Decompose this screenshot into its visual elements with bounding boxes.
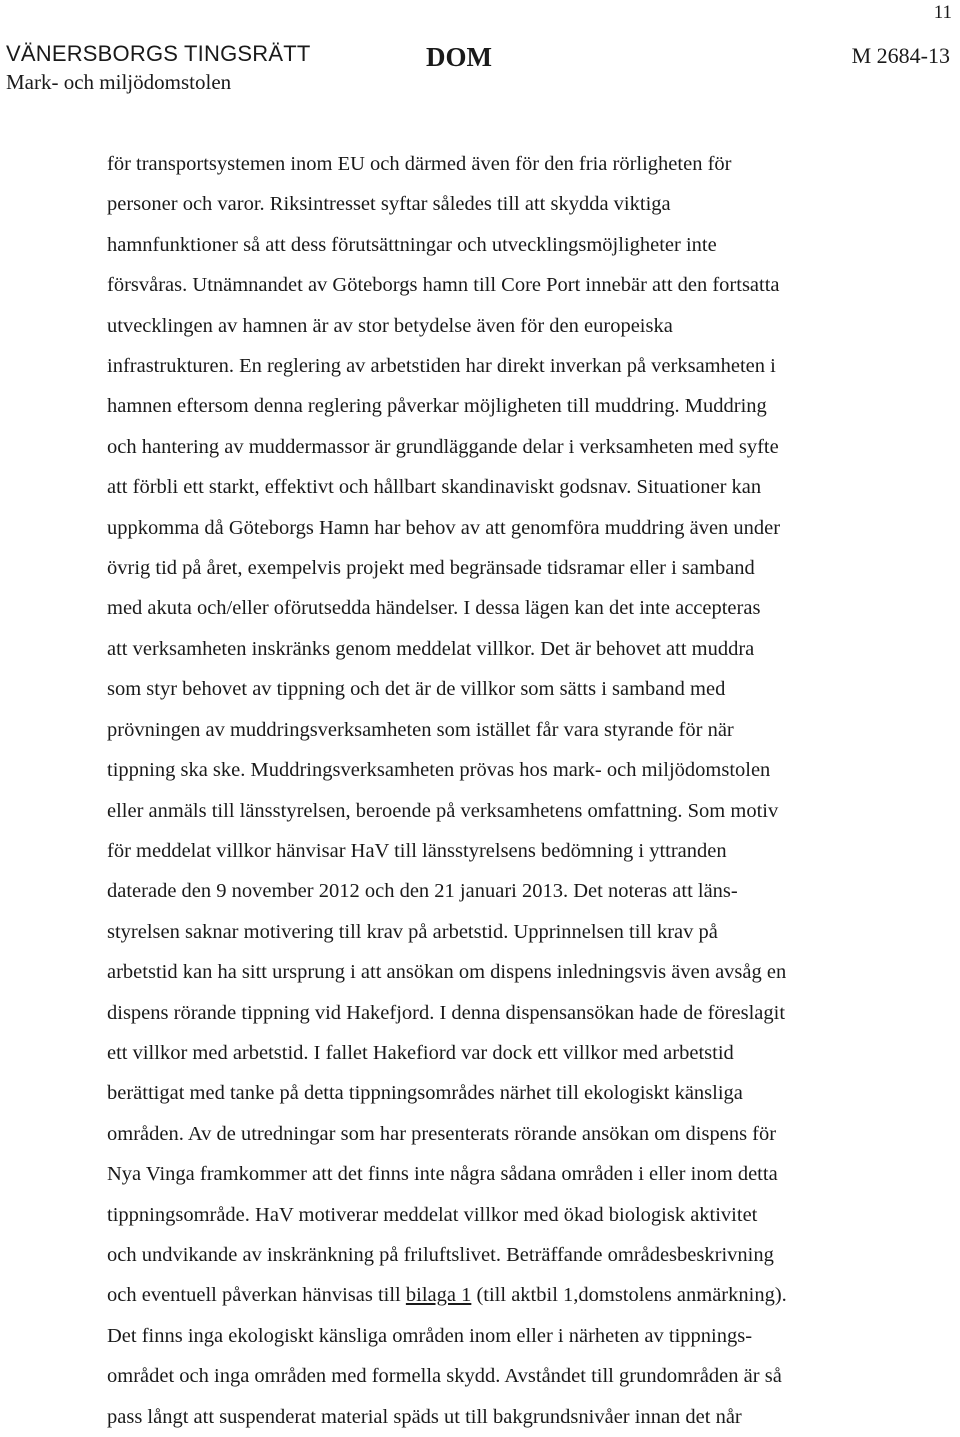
text-line: områden. Av de utredningar som har presenterats rörande ansökan om dispens för (107, 1122, 777, 1145)
text-line: styrelsen saknar motivering till krav på arbetstid. Upprinnelsen till krav på (107, 920, 718, 943)
text-line: arbetstid kan ha sitt ursprung i att ansökan om dispens inledningsvis även avsåg en (107, 961, 787, 984)
text-line: tippningsområde. HaV motiverar meddelat villkor med ökad biologisk aktivitet (107, 1203, 758, 1226)
text-line: hamnfunktioner så att dess förutsättningar och utvecklingsmöjligheter inte (107, 233, 717, 256)
page-number: 11 (933, 2, 952, 23)
text-line: eller anmäls till länsstyrelsen, beroende på verksamhetens omfattning. Som motiv (107, 799, 779, 822)
text-line: tippning ska ske. Muddringsverksamheten prövas hos mark- och miljödomstolen (107, 759, 771, 782)
text-line: att förbli ett starkt, effektivt och hållbart skandinaviskt godsnav. Situationer kan (107, 476, 762, 499)
text-line: för meddelat villkor hänvisar HaV till länsstyrelsens bedömning i yttranden (107, 839, 727, 862)
text-line: Det finns inga ekologiskt känsliga områden inom eller i närheten av tippnings- (107, 1324, 753, 1347)
appendix-reference-link[interactable]: bilaga 1 (405, 1284, 472, 1307)
text-line: hamnen eftersom denna reglering påverkar möjligheten till muddring. Muddring (107, 395, 767, 418)
case-number: M 2684-13 (851, 43, 950, 68)
text-line: daterade den 9 november 2012 och den 21 januari 2013. Det noteras att läns- (107, 880, 738, 903)
document-body (107, 144, 897, 1437)
court-name: VÄNERSBORGS TINGSRÄTT (6, 41, 311, 66)
text-line: uppkomma då Göteborgs Hamn har behov av att genomföra muddring även under (107, 516, 781, 539)
text-line: övrig tid på året, exempelvis projekt med begränsade tidsramar eller i samband (107, 557, 755, 580)
header-court-block (6, 40, 311, 96)
text-fragment: (till aktbil 1,domstolens anmärkning). (471, 1284, 787, 1307)
text-line: och hantering av muddermassor är grundläggande delar i verksamheten med syfte (107, 435, 779, 458)
text-line: infrastrukturen. En reglering av arbetstiden har direkt inverkan på verksamheten i (107, 355, 776, 378)
text-line: personer och varor. Riksintresset syftar således till att skydda viktiga (107, 193, 671, 216)
text-line: för transportsystemen inom EU och därmed även för den fria rörligheten för (107, 153, 732, 175)
document-header (6, 40, 950, 100)
text-fragment: och eventuell påverkan hänvisas till (107, 1284, 406, 1307)
body-paragraph (107, 144, 897, 1437)
court-division: Mark- och miljödomstolen (6, 70, 232, 94)
text-line: med akuta och/eller oförutsedda händelser. I dessa lägen kan det inte accepteras (107, 597, 761, 620)
document-type: DOM (426, 42, 492, 72)
text-line: och undvikande av inskränkning på friluftslivet. Beträffande områdesbeskrivning (107, 1243, 774, 1266)
text-line: pass långt att suspenderat material späds ut till bakgrundsnivåer innan det når (107, 1405, 742, 1428)
text-line: som styr behovet av tippning och det är de villkor som sätts i samband med (107, 678, 726, 701)
text-line: utvecklingen av hamnen är av stor betydelse även för den europeiska (107, 314, 673, 337)
text-line: dispens rörande tippning vid Hakefjord. I denna dispensansökan hade de föreslagit (107, 1001, 786, 1024)
text-line: området och inga områden med formella skydd. Avståndet till grundområden är så (107, 1365, 782, 1388)
text-line: berättigat med tanke på detta tippningsområdes närhet till ekologiskt känsliga (107, 1082, 743, 1105)
text-line: försvåras. Utnämnandet av Göteborgs hamn till Core Port innebär att den fortsatta (107, 274, 780, 297)
text-line: prövningen av muddringsverksamheten som istället får vara styrande för när (107, 718, 734, 741)
text-line: att verksamheten inskränks genom meddelat villkor. Det är behovet att muddra (107, 637, 755, 660)
text-line-with-reference (107, 1275, 897, 1315)
text-line: Nya Vinga framkommer att det finns inte några sådana områden i eller inom detta (107, 1163, 778, 1186)
text-line: ett villkor med arbetstid. I fallet Hakefiord var dock ett villkor med arbetstid (107, 1041, 734, 1064)
